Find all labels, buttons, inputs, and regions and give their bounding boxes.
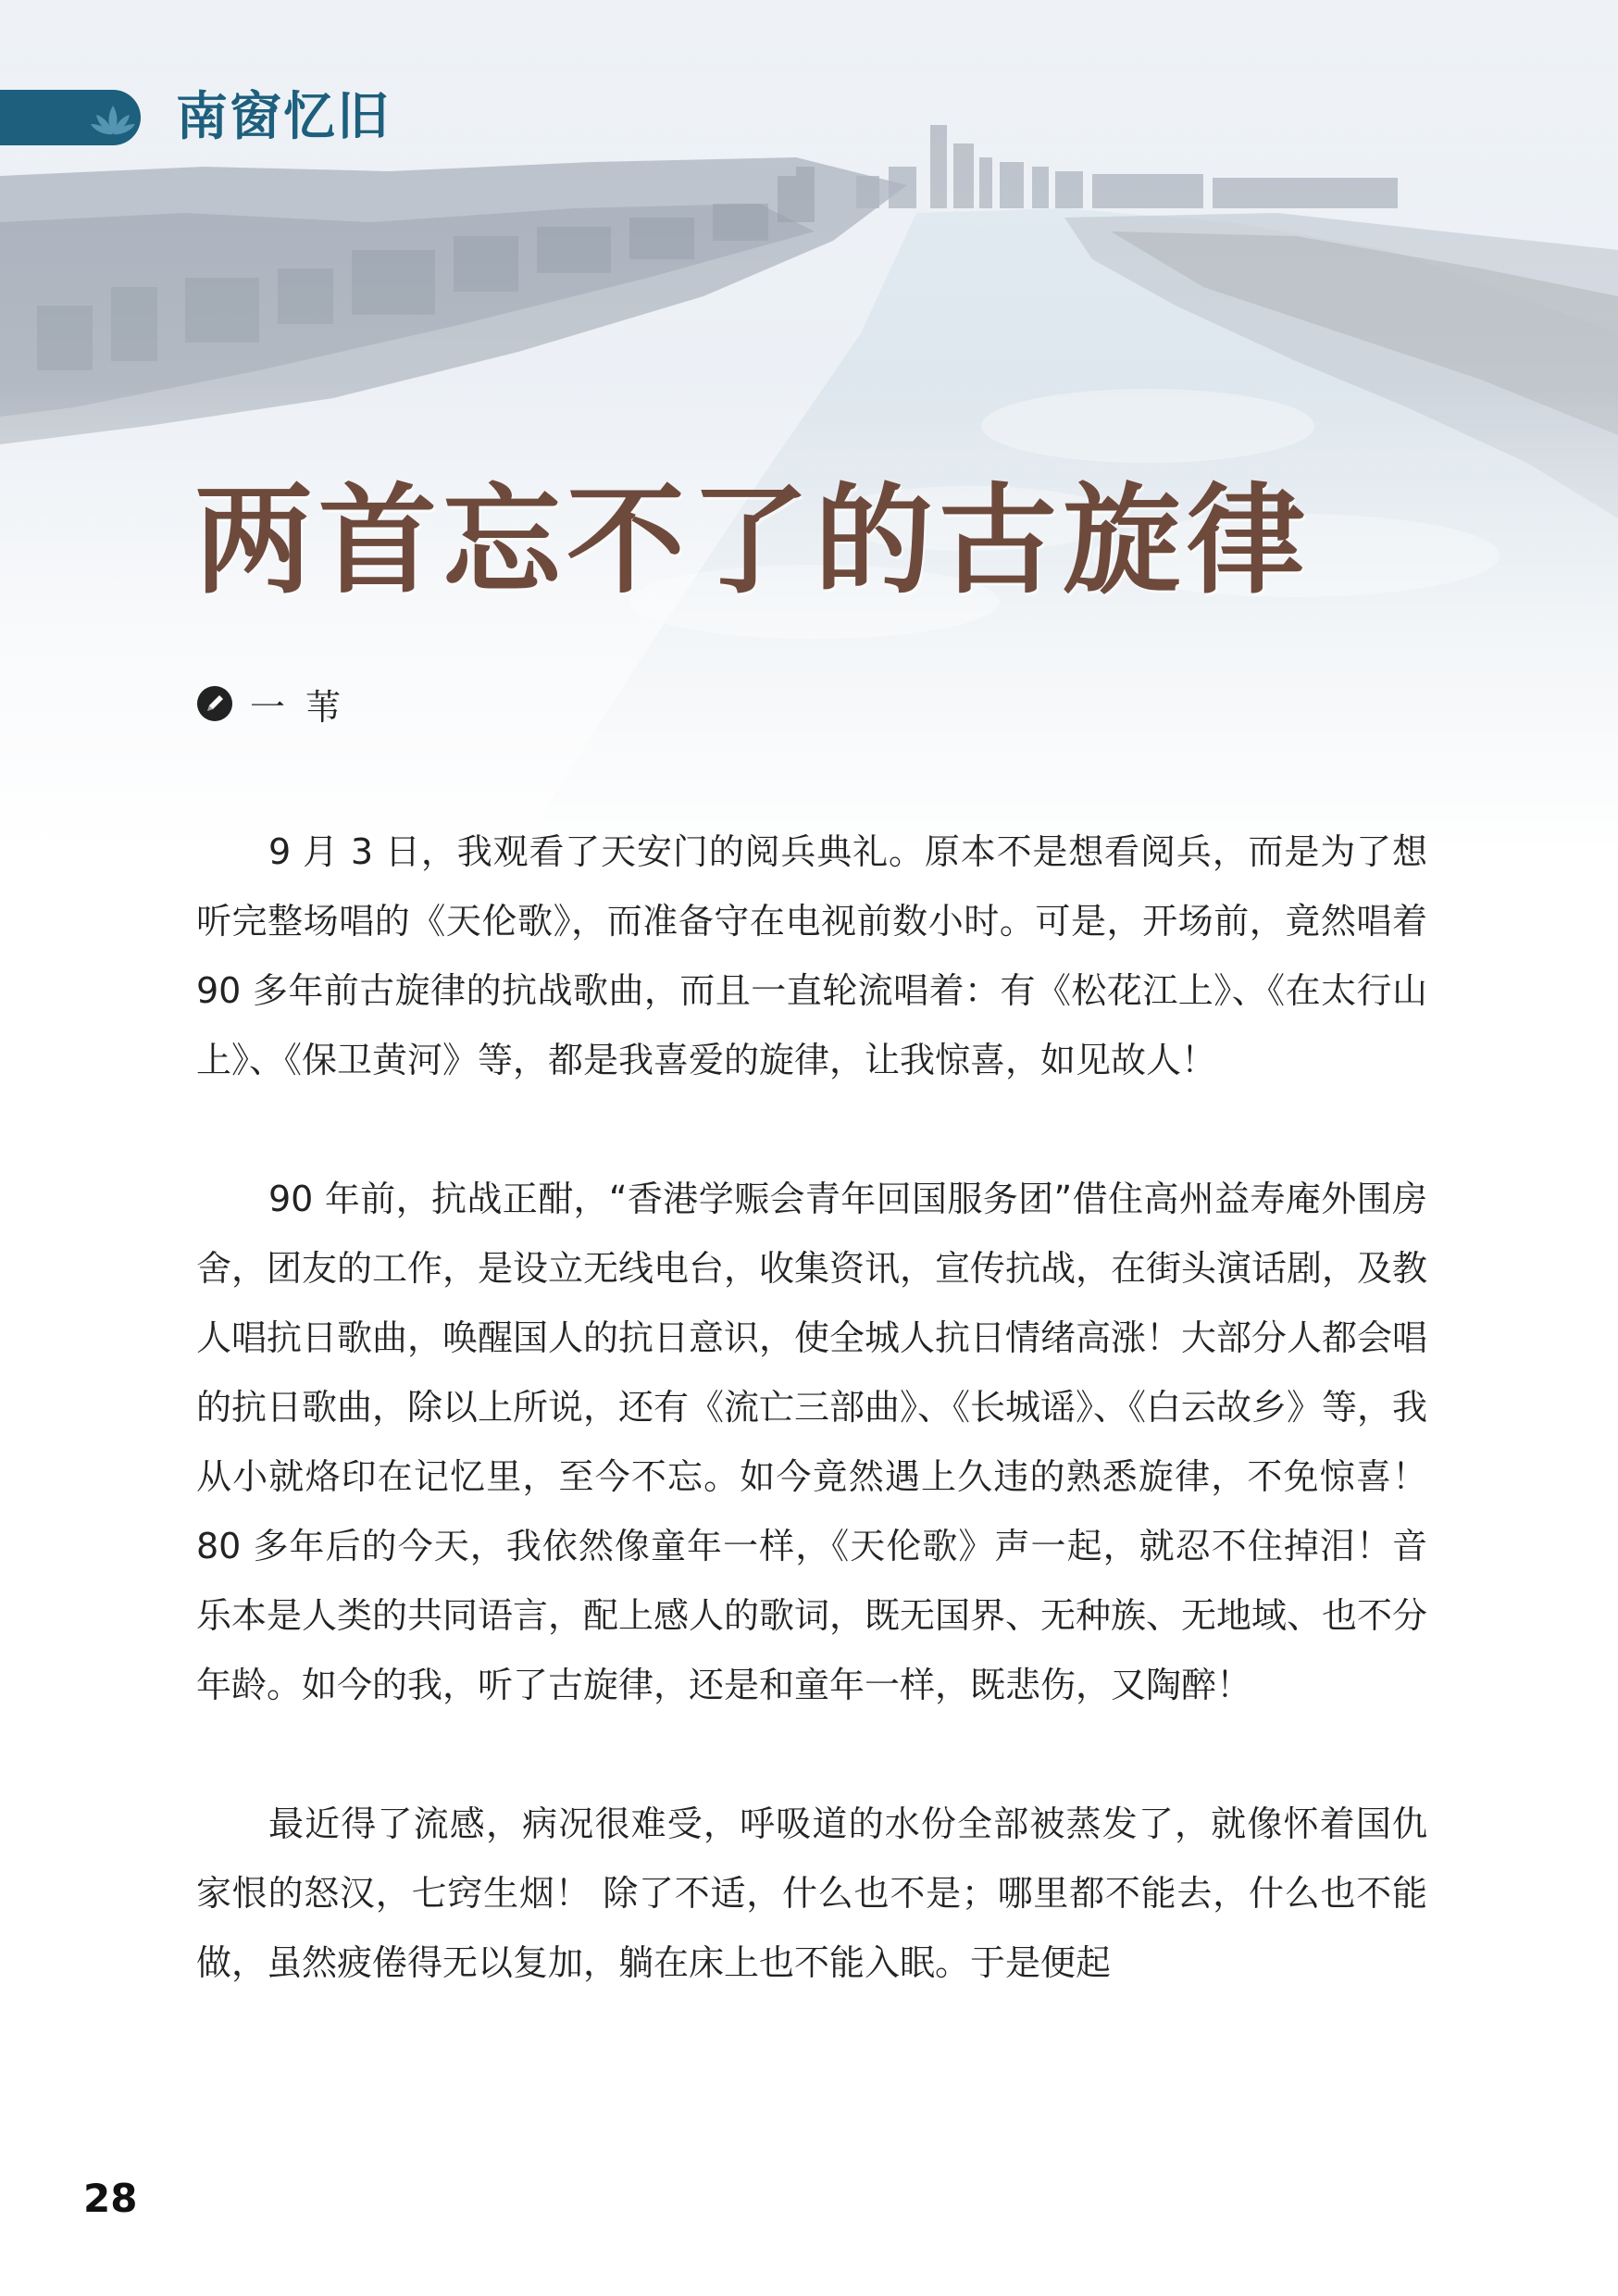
body-paragraph: 最近得了流感，病况很难受，呼吸道的水份全部被蒸发了，就像怀着国仇家恨的怒汉，七窍生烟！ 除了不适，什么也不是；哪里都不能去，什么也不能做，虽然疲倦得无以复加，躺在床上也不能入眠。于是便起	[196, 1803, 1427, 1983]
page-number: 28	[83, 2176, 138, 2221]
lotus-icon	[89, 100, 137, 139]
article-title: 两首忘不了的古旋律	[194, 472, 1312, 610]
section-title: 南窗忆旧	[176, 87, 391, 147]
author-dash: 一	[250, 686, 286, 728]
author-name: 苇	[305, 686, 345, 728]
body-paragraph: 9 月 3 日，我观看了天安门的阅兵典礼。原本不是想看阅兵，而是为了想听完整场唱的《天伦歌》，而准备守在电视前数小时。可是，开场前，竟然唱着 90 多年前古旋律的抗战歌曲，而且一直轮流唱着：有《松花江上》、《在太行山上》、《保卫黄河》等，都是我喜爱的旋律，让我惊喜，如见故人！	[196, 831, 1427, 1080]
author-byline	[196, 678, 344, 730]
body-paragraph: 90 年前，抗战正酣，“香港学赈会青年回国服务团”借住高州益寿庵外围房舍，团友的工作，是设立无线电台，收集资讯，宣传抗战，在街头演话剧，及教人唱抗日歌曲，唤醒国人的抗日意识，使全城人抗日情绪高涨！大部分人都会唱的抗日歌曲，除以上所说，还有《流亡三部曲》、《长城谣》、《白云故乡》等，我从小就烙印在记忆里，至今不忘。如今竟然遇上久违的熟悉旋律，不免惊喜！ 80 多年后的今天，我依然像童年一样，《天伦歌》声一起，就忍不住掉泪！音乐本是人类的共同语言，配上感人的歌词，既无国界、无种族、无地域、也不分年龄。如今的我，听了古旋律，还是和童年一样，既悲伤，又陶醉！	[196, 1179, 1428, 1705]
pen-icon	[196, 685, 233, 722]
article-body	[196, 817, 1427, 1998]
